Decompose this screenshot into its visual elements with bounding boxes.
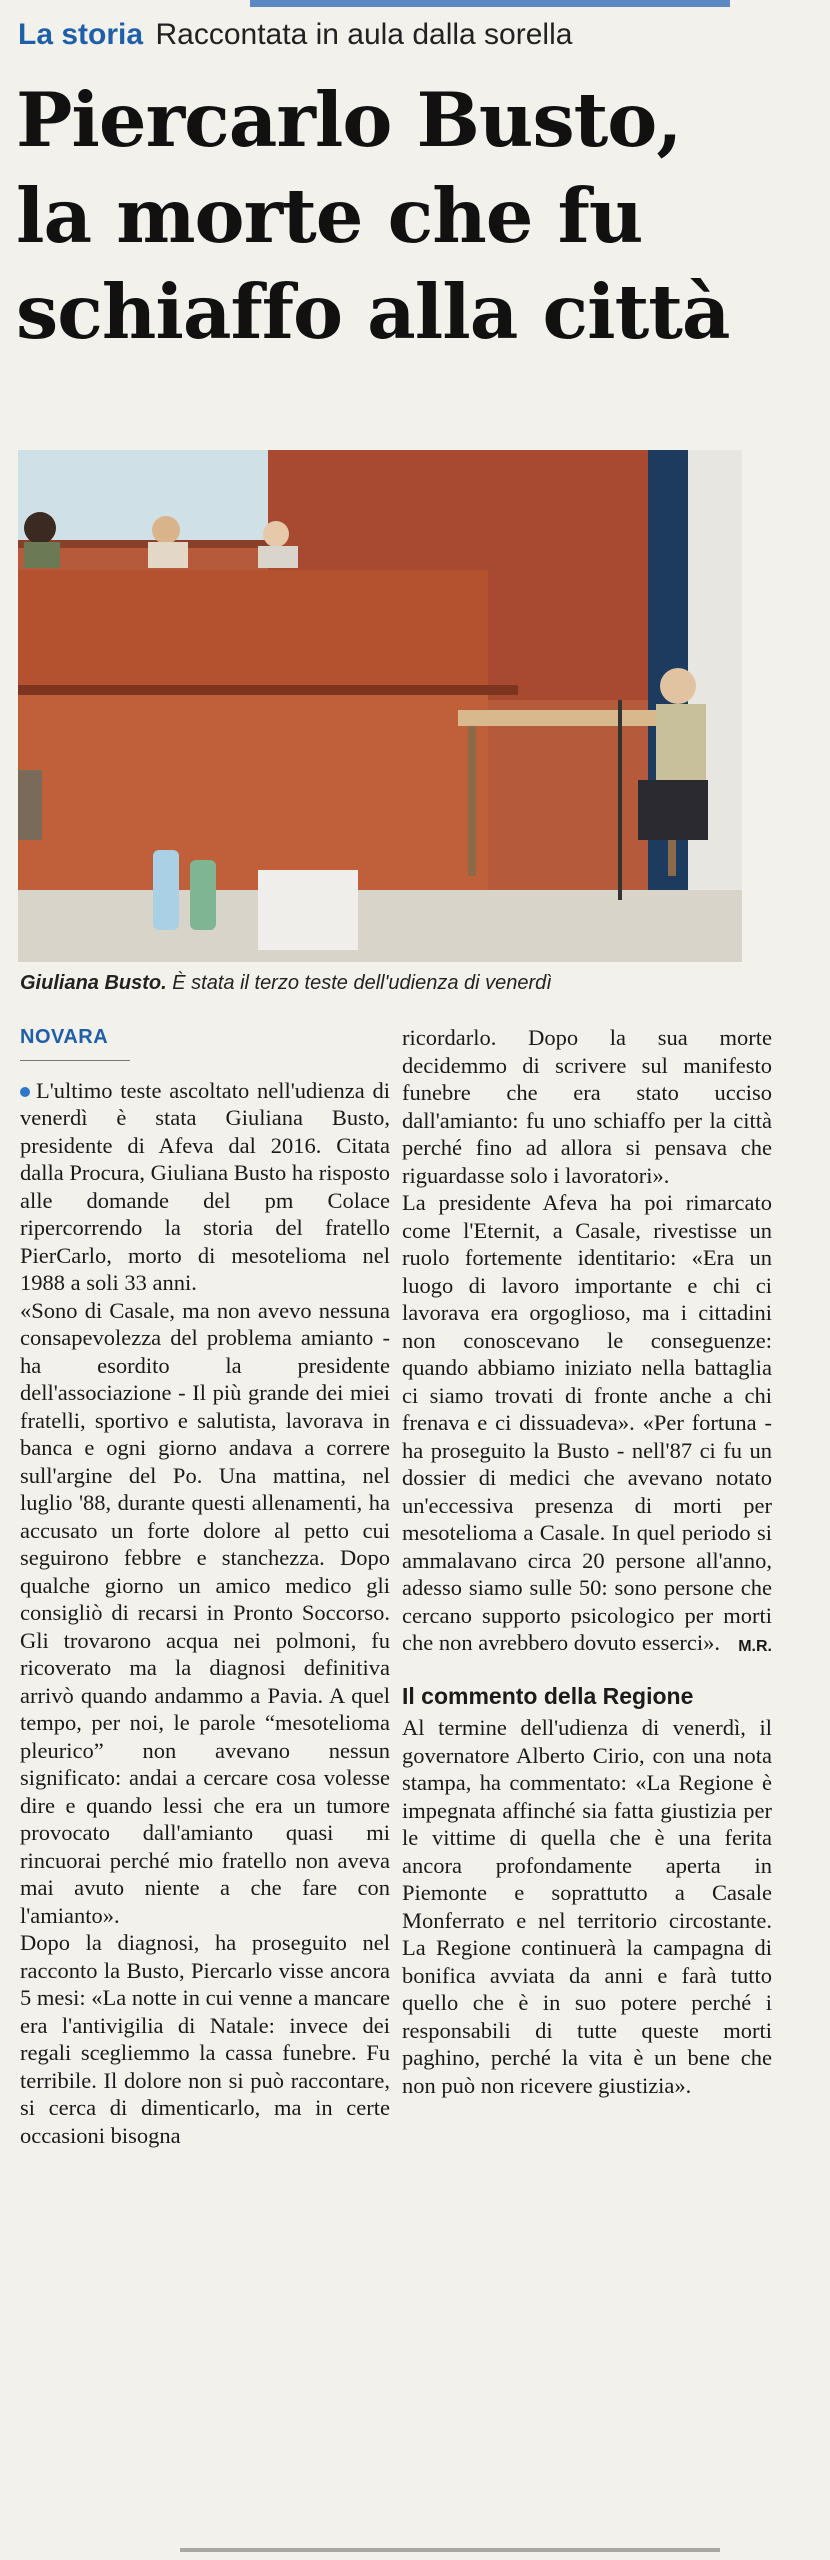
author-signature: M.R.: [738, 1638, 772, 1655]
courtroom-photo: [18, 450, 742, 962]
courtroom-illustration: [18, 450, 742, 962]
photo-caption: [20, 972, 740, 995]
top-accent-rule: [250, 0, 730, 7]
paragraph-3: Dopo la diagnosi, ha proseguito nel racconto la Busto, Piercarlo visse ancora 5 mesi: «La notte in cui venne a mancare era l'antivigilia di Natale: invece dei regali scegliemmo la cassa funebre. Fu terribile. Il dolore non si può raccontare, si cerca di dimenticarlo, ma in certe occasioni bisogna: [20, 1930, 390, 2148]
article-column-left: [20, 1024, 390, 2149]
paragraph-5: [402, 1189, 772, 1657]
comment-heading: Il commento della Regione: [402, 1682, 694, 1709]
kicker-subtitle: Raccontata in aula dalla sorella: [155, 18, 573, 51]
headline: [16, 72, 806, 360]
headline-line-1: Piercarlo Busto,: [16, 76, 682, 164]
paragraph-1-text: L'ultimo teste ascoltato nell'udienza di venerdì è stata Giuliana Busto, presidente di Afeva dal 2016. Citata dalla Procura, Giuliana Busto ha risposto alle domande del pm Colace ripercorrendo la storia del fratello PierCarlo, morto di mesotelioma nel 1988 a soli 33 anni.: [20, 1077, 390, 1295]
bullet-dot-icon: [20, 1087, 30, 1097]
paragraph-4: ricordarlo. Dopo la sua morte decidemmo di scrivere sul manifesto funebre che era stato ucciso dall'amianto: fu uno schiaffo per la città perché fino ad allora si pensava che riguardasse solo i lavoratori».: [402, 1025, 772, 1188]
caption-text: È stata il terzo teste dell'udienza di venerdì: [172, 972, 552, 994]
kicker-label: La storia: [18, 18, 144, 51]
caption-name: Giuliana Busto.: [20, 972, 167, 994]
dateline: NOVARA: [20, 1024, 130, 1061]
paragraph-1: [20, 1077, 390, 1297]
article-column-right: [402, 1024, 772, 2099]
headline-line-2: la morte che fu: [16, 172, 643, 260]
kicker: [18, 18, 808, 62]
comment-paragraph: Al termine dell'udienza di venerdì, il governatore Alberto Cirio, con una nota stampa, ha commentato: «La Regione è impegnata affinché sia fatta giustizia per le vittime di quella che è una ferita ancora profondamente aperta in Piemonte e soprattutto a Casale Monferrato e nel territorio circostante. La Regione continuerà la campagna di bonifica avviata da anni e farà tutto quello che è in suo potere perché i responsabili di tutte queste morti paghino, perché la vita è un bene che non può non ricevere giustizia».: [402, 1715, 772, 2098]
paragraph-5-text: La presidente Afeva ha poi rimarcato come l'Eternit, a Casale, rivestisse un ruolo fortemente identitario: «Era un luogo di lavoro importante e chi ci lavorava era orgoglioso, ma i cittadini non conoscevano le conseguenze: quando abbiamo iniziato nella battaglia ci siamo trovati di fronte anche a chi frenava e ci dissuadeva». «Per fortuna - ha proseguito la Busto - nell'87 ci fu un dossier di medici che avevano notato un'eccessiva presenza di morti per mesotelioma a Casale. In quel periodo si ammalavano circa 20 persone all'anno, adesso siamo sulle 50: sono persone che cercano supporto psicologico per morti che non avrebbero dovuto esserci».: [402, 1190, 772, 1655]
paragraph-2: «Sono di Casale, ma non avevo nessuna consapevolezza del problema amianto - ha esordito la presidente dell'associazione - Il più grande dei miei fratelli, sportivo e salutista, lavorava in banca e ogni giorno andava a correre sull'argine del Po. Una mattina, nel luglio '88, durante questi allenamenti, ha accusato un forte dolore al petto cui seguirono febbre e stanchezza. Dopo qualche giorno un amico medico gli consigliò di recarsi in Pronto Soccorso. Gli trovarono acqua nei polmoni, fu ricoverato ma la diagnosi definitiva arrivò quando andammo a Pavia. A quel tempo, per noi, le parole “mesotelioma pleurico” non avevano nessun significato: andai a cercare cosa volesse dire e quando lessi che era un tumore provocato dall'amianto quasi mi rincuorai perché mio fratello non aveva mai avuto niente a che fare con l'amianto».: [20, 1297, 390, 1928]
bottom-rule: [180, 2548, 720, 2552]
headline-line-3: schiaffo alla città: [16, 268, 730, 356]
